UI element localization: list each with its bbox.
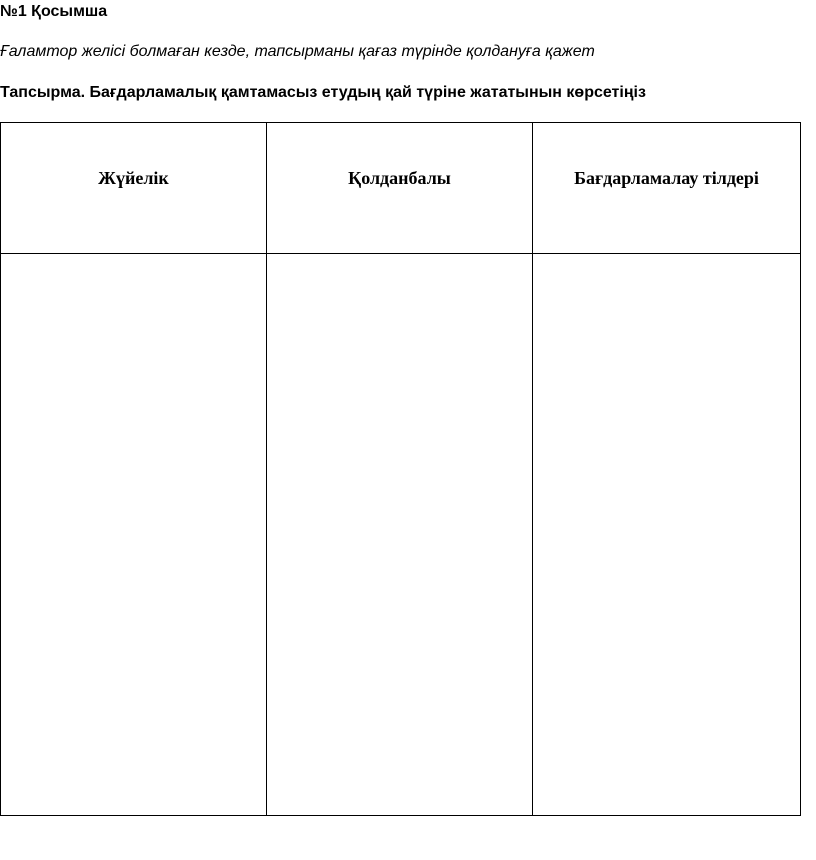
classification-table <box>0 122 801 816</box>
table-header-row <box>1 123 801 254</box>
answer-cell-application[interactable] <box>267 254 533 816</box>
column-header-system <box>1 123 267 254</box>
table-row <box>1 254 801 816</box>
column-header-label: Қолданбалы <box>348 168 451 188</box>
page-heading: №1 Қосымша <box>0 3 108 20</box>
answer-cell-programming-languages[interactable] <box>533 254 801 816</box>
offline-note: Ғаламтор желісі болмаған кезде, тапсырманы қағаз түрінде қолдануға қажет <box>0 43 595 60</box>
answer-cell-system[interactable] <box>1 254 267 816</box>
column-header-label: Бағдарламалау тілдері <box>574 168 759 188</box>
column-header-label: Жүйелік <box>98 168 169 188</box>
column-header-programming-languages <box>533 123 801 254</box>
task-instruction: Тапсырма. Бағдарламалық қамтамасыз етудың қай түріне жататынын көрсетіңіз <box>0 84 646 101</box>
column-header-application <box>267 123 533 254</box>
